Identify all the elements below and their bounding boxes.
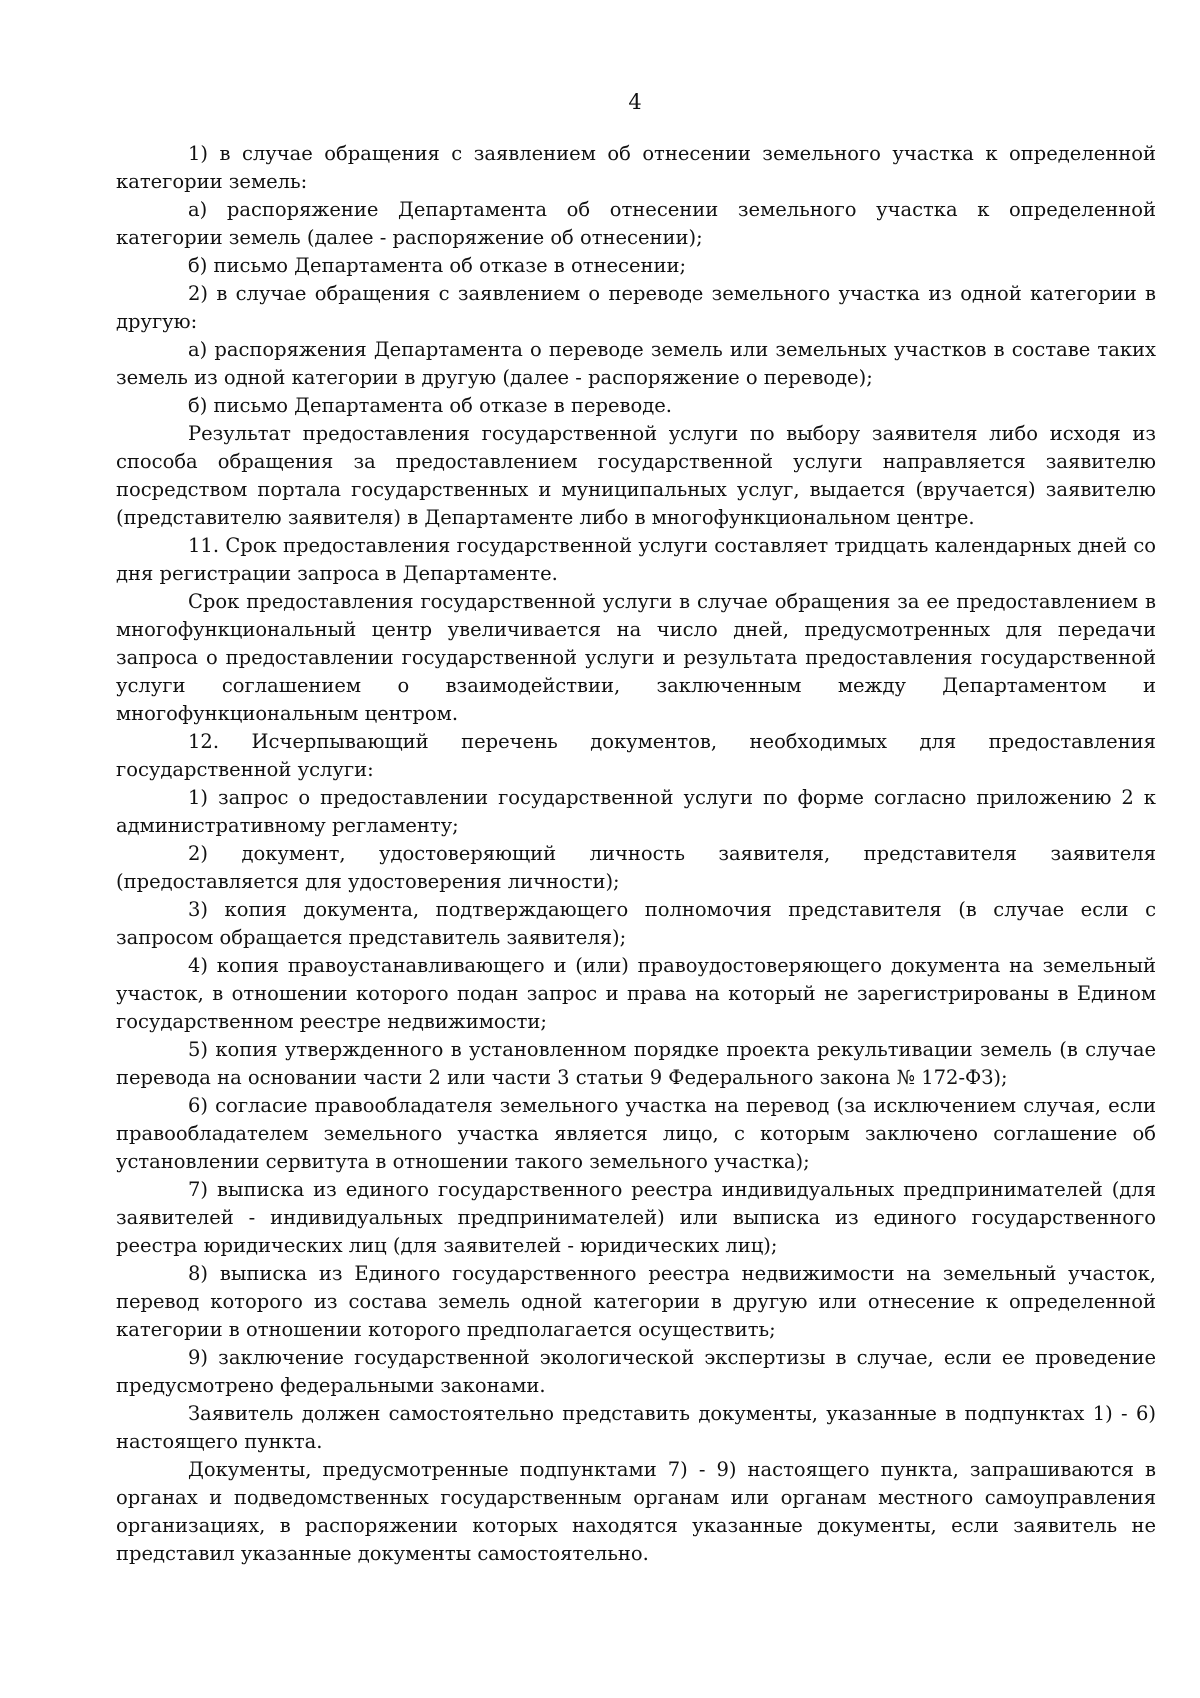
paragraph: 2) в случае обращения с заявлением о переводе земельного участка из одной категории в другую: (116, 282, 1156, 333)
paragraph: 5) копия утвержденного в установленном порядке проекта рекультивации земель (в случае перевода на основании части 2 или части 3 статьи 9 Федерального закона № 172-ФЗ); (116, 1038, 1156, 1089)
paragraph: 9) заключение государственной экологической экспертизы в случае, если ее проведение предусмотрено федеральными законами. (116, 1346, 1156, 1397)
paragraph: 3) копия документа, подтверждающего полномочия представителя (в случае если с запросом обращается представитель заявителя); (116, 898, 1156, 949)
paragraph: 7) выписка из единого государственного реестра индивидуальных предпринимателей (для заявителей - индивидуальных предпринимателей) или выписка из единого государственного реестра юридических лиц (для заявителей - юридических лиц); (116, 1178, 1156, 1257)
paragraph: 1) в случае обращения с заявлением об отнесении земельного участка к определенной категории земель: (116, 142, 1156, 193)
paragraph: Документы, предусмотренные подпунктами 7) - 9) настоящего пункта, запрашиваются в органах и подведомственных государственным органам или органам местного самоуправления организациях, в распоряжении которых находятся указанные документы, если заявитель не представил указанные документы самостоятельно. (116, 1458, 1156, 1565)
paragraph: а) распоряжение Департамента об отнесении земельного участка к определенной категории земель (далее - распоряжение об отнесении); (116, 198, 1156, 249)
paragraph: 8) выписка из Единого государственного реестра недвижимости на земельный участок, перевод которого из состава земель одной категории в другую или отнесение к определенной категории в отношении которого предполагается осуществить; (116, 1262, 1156, 1341)
paragraph: Заявитель должен самостоятельно представить документы, указанные в подпунктах 1) - 6) настоящего пункта. (116, 1402, 1156, 1453)
paragraph: 11. Срок предоставления государственной услуги составляет тридцать календарных дней со дня регистрации запроса в Департаменте. (116, 534, 1156, 585)
paragraph: а) распоряжения Департамента о переводе земель или земельных участков в составе таких земель из одной категории в другую (далее - распоряжение о переводе); (116, 338, 1156, 389)
paragraph: 1) запрос о предоставлении государственной услуги по форме согласно приложению 2 к административному регламенту; (116, 786, 1156, 837)
paragraph: 12. Исчерпывающий перечень документов, необходимых для предоставления государственной услуги: (116, 730, 1156, 781)
paragraph: б) письмо Департамента об отказе в переводе. (188, 394, 673, 417)
paragraph: Срок предоставления государственной услуги в случае обращения за ее предоставлением в многофункциональный центр увеличивается на число дней, предусмотренных для передачи запроса о предоставлении государственной услуги и результата предоставления государственной услуги соглашением о взаимодействии, заключенным между Департаментом и многофункциональным центром. (116, 590, 1156, 725)
paragraph: Результат предоставления государственной услуги по выбору заявителя либо исходя из способа обращения за предоставлением государственной услуги направляется заявителю посредством портала государственных и муниципальных услуг, выдается (вручается) заявителю (представителю заявителя) в Департаменте либо в многофункциональном центре. (116, 422, 1156, 529)
paragraph: 2) документ, удостоверяющий личность заявителя, представителя заявителя (предоставляется для удостоверения личности); (116, 842, 1156, 893)
paragraph: 4) копия правоустанавливающего и (или) правоудостоверяющего документа на земельный участок, в отношении которого подан запрос и права на который не зарегистрированы в Едином государственном реестре недвижимости; (116, 954, 1156, 1033)
paragraph: 6) согласие правообладателя земельного участка на перевод (за исключением случая, если правообладателем земельного участка является лицо, с которым заключено соглашение об установлении сервитута в отношении такого земельного участка); (116, 1094, 1156, 1173)
paragraph: б) письмо Департамента об отказе в отнесении; (188, 254, 687, 277)
document-body (116, 140, 1156, 1568)
page-number: 4 (628, 90, 642, 114)
